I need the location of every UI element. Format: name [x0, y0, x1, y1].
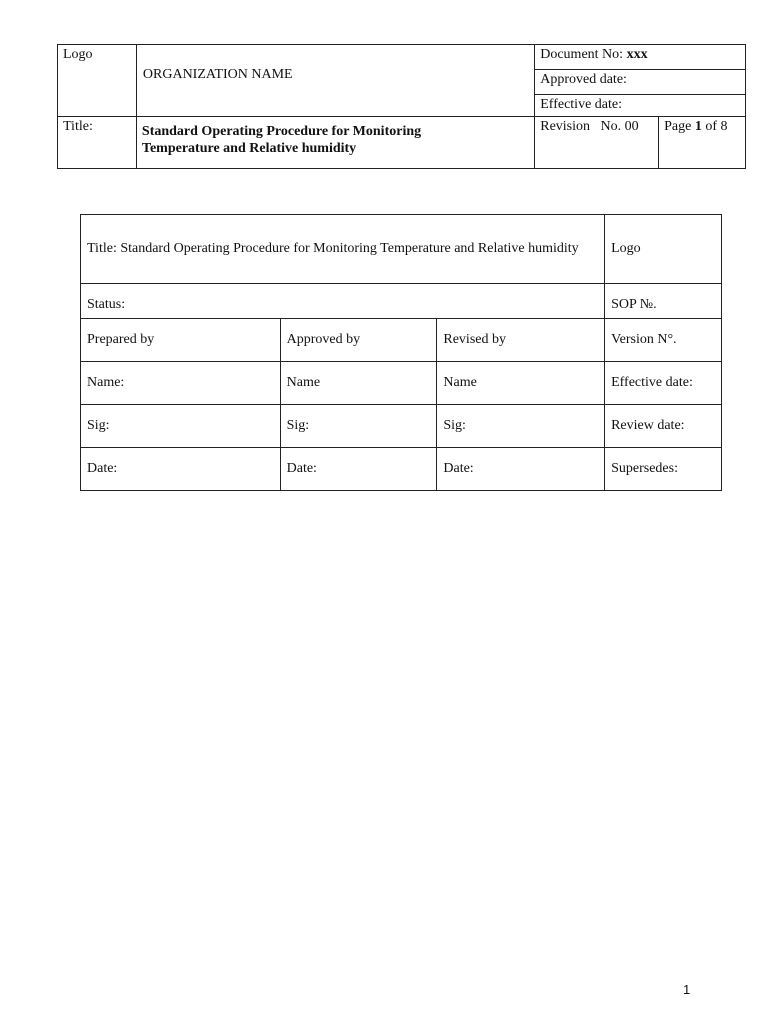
date-cell-revised: Date:	[437, 448, 605, 491]
version-no-label: Version N°.	[605, 319, 722, 362]
sig-cell-revised: Sig:	[437, 405, 605, 448]
status-label: Status:	[87, 297, 126, 312]
organization-name-cell	[136, 45, 534, 117]
document-no-value: xxx	[626, 47, 648, 62]
header-logo-cell	[58, 45, 137, 117]
sop-cover-table	[80, 214, 722, 491]
approved-date-label: Approved date:	[540, 72, 627, 87]
document-header-table	[57, 44, 746, 169]
header-title-label-cell	[58, 117, 137, 169]
cover-logo-cell	[605, 215, 722, 284]
cover-title: Title: Standard Operating Procedure for Monitoring Temperature and Relative humidity	[87, 241, 579, 256]
header-title-cell	[136, 117, 534, 169]
revised-by-header: Revised by	[437, 319, 605, 362]
date-cell-prepared: Date:	[81, 448, 281, 491]
cover-logo-label: Logo	[611, 241, 641, 256]
sig-cell-approved: Sig:	[280, 405, 437, 448]
effective-date-label: Effective date:	[540, 97, 622, 112]
effective-date-cover-label: Effective date:	[605, 362, 722, 405]
name-cell-prepared: Name:	[81, 362, 281, 405]
document-no-cell	[535, 45, 746, 70]
cover-title-cell	[81, 215, 605, 284]
document-no-label: Document No:	[540, 47, 624, 62]
sig-cell-prepared: Sig:	[81, 405, 281, 448]
page-number: 1	[683, 982, 691, 997]
table-row	[81, 362, 722, 405]
page-count-cell	[659, 117, 746, 169]
page-current: 1	[694, 119, 702, 134]
table-row	[81, 448, 722, 491]
revision-number: No. 00	[600, 119, 639, 134]
page-of: of 8	[705, 119, 728, 134]
table-row	[81, 319, 722, 362]
table-row	[81, 405, 722, 448]
sop-no-label: SOP №.	[611, 297, 657, 312]
page-label: Page	[664, 119, 692, 134]
header-title-line1: Standard Operating Procedure for Monitoring	[141, 124, 422, 139]
header-title-line2: Temperature and Relative humidity	[141, 141, 357, 156]
approved-date-cell	[535, 70, 746, 95]
prepared-by-header: Prepared by	[81, 319, 281, 362]
revision-cell	[535, 117, 659, 169]
header-logo-label: Logo	[63, 47, 93, 62]
effective-date-cell	[535, 95, 746, 117]
revision-label: Revision	[540, 119, 591, 134]
status-cell	[81, 284, 605, 319]
supersedes-label: Supersedes:	[605, 448, 722, 491]
name-cell-approved: Name	[280, 362, 437, 405]
sop-no-cell	[605, 284, 722, 319]
review-date-label: Review date:	[605, 405, 722, 448]
header-title-label: Title:	[63, 119, 93, 134]
date-cell-approved: Date:	[280, 448, 437, 491]
organization-name: ORGANIZATION NAME	[142, 66, 293, 82]
name-cell-revised: Name	[437, 362, 605, 405]
approved-by-header: Approved by	[280, 319, 437, 362]
